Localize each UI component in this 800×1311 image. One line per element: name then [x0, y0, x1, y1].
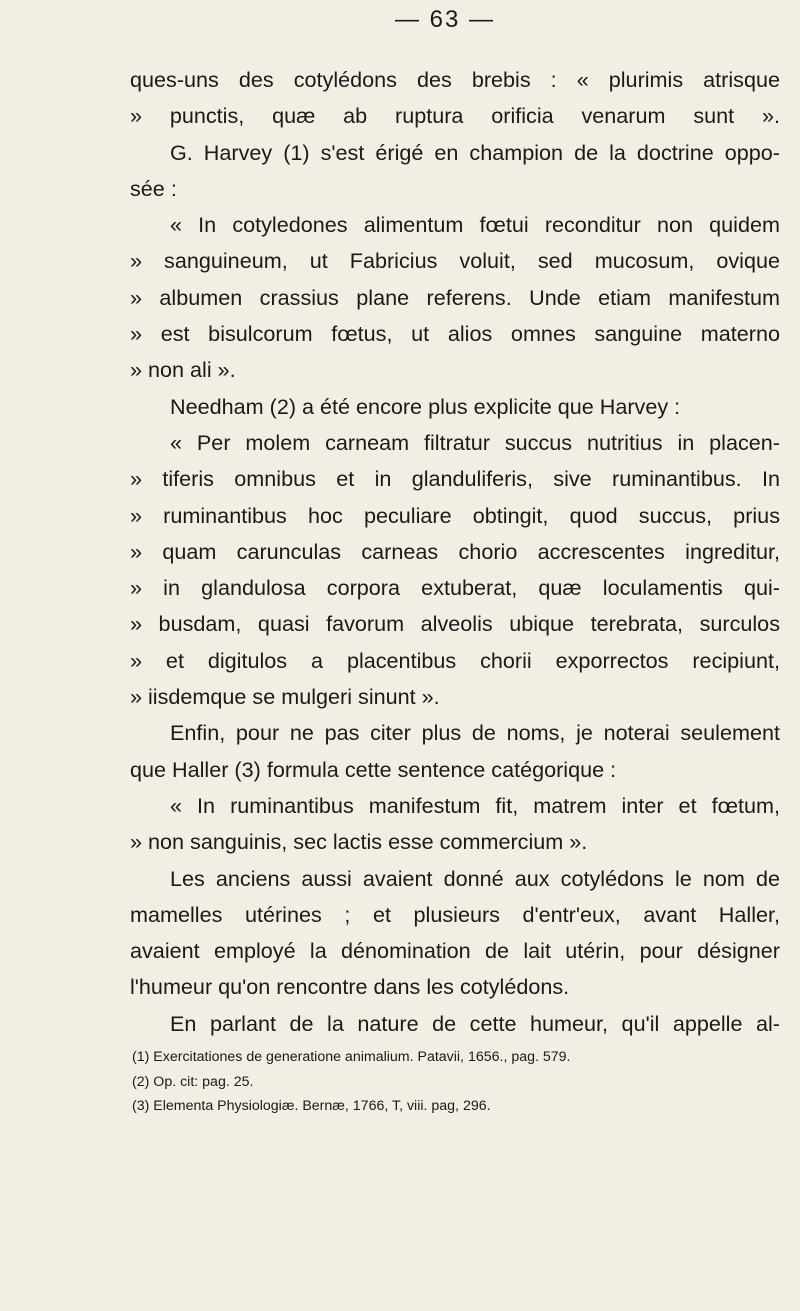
- footnotes: [132, 1045, 772, 1119]
- footnote-1: (1) Exercitationes de generatione animalium. Patavii, 1656., pag. 579.: [132, 1049, 571, 1065]
- text-line: mamelles utérines ; et plusieurs d'entr'eux, avant Haller,: [130, 901, 780, 927]
- text-line: » busdam, quasi favorum alveolis ubique terebrata, surculos: [130, 611, 780, 637]
- text-line: ques-uns des cotylédons des brebis : « plurimis atrisque: [130, 67, 780, 92]
- text-line: » non sanguinis, sec lactis esse commercium ».: [130, 829, 588, 855]
- body-text: [130, 62, 780, 1042]
- footnote-2: (2) Op. cit: pag. 25.: [132, 1073, 254, 1090]
- page-number: — 63 —: [394, 6, 496, 33]
- text-line: » sanguineum, ut Fabricius voluit, sed mucosum, ovique: [130, 248, 780, 274]
- text-line: que Haller (3) formula cette sentence catégorique :: [130, 756, 617, 782]
- text-line: « In cotyledones alimentum fœtui reconditur non quidem: [170, 212, 780, 238]
- footnote-3: (3) Elementa Physiologiæ. Bernæ, 1766, T, viii. pag, 296.: [132, 1098, 491, 1114]
- text-line: » albumen crassius plane referens. Unde etiam manifestum: [130, 284, 780, 310]
- text-line: » est bisulcorum fœtus, ut alios omnes sanguine materno: [130, 321, 780, 347]
- text-line: » tiferis omnibus et in glanduliferis, sive ruminantibus. In: [130, 466, 780, 492]
- text-line: » ruminantibus hoc peculiare obtingit, quod succus, prius: [130, 502, 780, 528]
- text-line: » punctis, quæ ab ruptura orificia venarum sunt ».: [130, 103, 780, 129]
- text-line: » quam carunculas carneas chorio accrescentes ingreditur,: [130, 538, 780, 564]
- text-line: » iisdemque se mulgeri sinunt ».: [130, 684, 440, 710]
- text-line: « In ruminantibus manifestum fit, matrem inter et fœtum,: [170, 792, 780, 818]
- text-line: Needham (2) a été encore plus explicite que Harvey :: [170, 393, 681, 419]
- text-line: l'humeur qu'on rencontre dans les cotylédons.: [130, 974, 570, 1000]
- text-line: G. Harvey (1) s'est érigé en champion de la doctrine oppo-: [170, 139, 780, 165]
- text-line: » et digitulos a placentibus chorii exporrectos recipiunt,: [130, 647, 780, 673]
- text-line: « Per molem carneam filtratur succus nutritius in placen-: [170, 429, 780, 455]
- text-line: avaient employé la dénomination de lait utérin, pour désigner: [130, 938, 780, 964]
- text-line: Les anciens aussi avaient donné aux cotylédons le nom de: [170, 865, 780, 891]
- text-line: » in glandulosa corpora extuberat, quæ loculamentis qui-: [130, 575, 780, 601]
- text-line: » non ali ».: [130, 357, 236, 383]
- text-line: sée :: [130, 175, 177, 201]
- text-line: En parlant de la nature de cette humeur, qu'il appelle al-: [170, 1010, 780, 1036]
- text-line: Enfin, pour ne pas citer plus de noms, je noterai seulement: [170, 720, 780, 746]
